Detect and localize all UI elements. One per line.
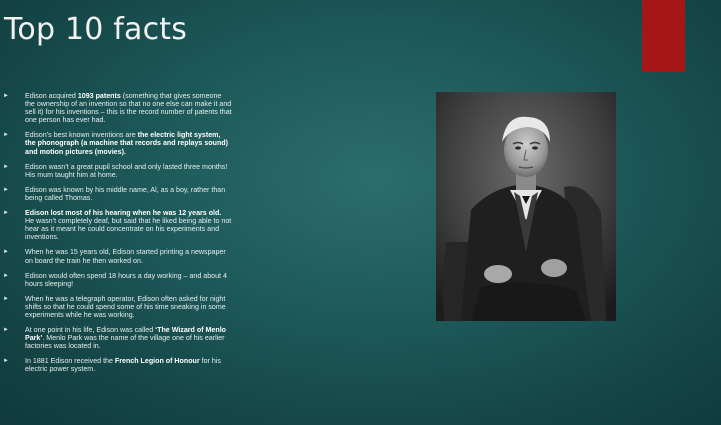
bullet-icon: ► [3,186,9,193]
fact-item: ► Edison wasn’t a great pupil school and only lasted three months! His mum taught him at home. [3,162,228,179]
facts-list [0,92,232,381]
fact-item: ► Edison lost most of his hearing when he was 12 years old. He wasn’t completely deaf, but said that he liked being able to not hear as it meant he could concentrate on his experiments and inventions. [3,209,232,242]
fact-item: ► When he was 15 years old, Edison started printing a newspaper on board the train he then worked on. [3,248,226,265]
fact-item: ► At one point in his life, Edison was called ‘The Wizard of Menlo Park’. Menlo Park was the name of the village one of his earlier factories was located in. [3,326,227,351]
bullet-icon: ► [3,163,9,170]
fact-item: ► Edison acquired 1093 patents (something that gives someone the ownership of an invention so that no one else can make it and sell it) for his inventions – this is the record number of patents that one person has ever had. [3,92,232,125]
portrait-photo [436,92,616,321]
fact-item: ► In 1881 Edison received the French Legion of Honour for his electric power system. [3,357,221,374]
bullet-icon: ► [3,93,9,99]
bullet-icon: ► [3,249,9,256]
accent-tab [642,0,685,72]
fact-item: ► Edison’s best known inventions are the electric light system, the phonograph (a machine that records and replays sound) and motion pictures (movies). [3,131,228,156]
fact-item: ► When he was a telegraph operator, Edison often asked for night shifts so that he could spend some of his time sneaking in some experiments while he was working. [3,294,226,319]
bullet-icon: ► [3,132,9,139]
bullet-icon: ► [3,210,9,217]
portrait-photo-drawing [436,92,616,321]
bullet-icon: ► [3,358,9,365]
slide-title: Top 10 facts [4,12,188,47]
fact-item: ► Edison was known by his middle name, Al, as a boy, rather than being called Thomas. [3,185,226,202]
bullet-icon: ► [3,272,9,279]
fact-item: ► Edison would often spend 18 hours a day working – and about 4 hours sleeping! [3,271,227,288]
bullet-icon: ► [3,327,9,334]
bullet-icon: ► [3,295,9,302]
